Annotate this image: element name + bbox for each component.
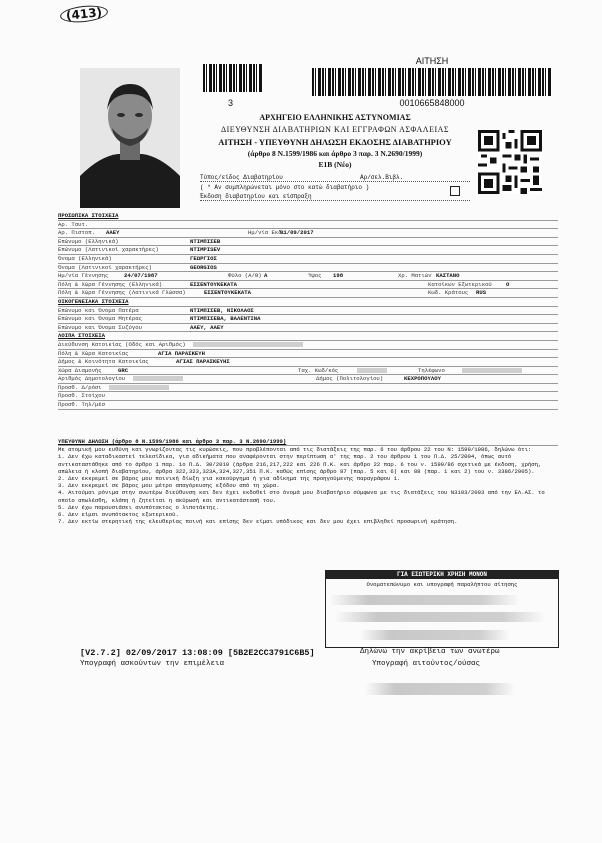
municipal-reg2-label: Δήμος (Πολιτολογίου) [316,375,384,383]
row-prof3 [58,401,558,410]
row-spouse [58,324,558,333]
birth-value: 24/07/1987 [124,272,158,280]
birthplace-gr-label: Πόλη & Χώρα Γέννησης (Ελληνικά) [58,280,163,288]
cert-value: ΑΑΕΥ [106,229,120,237]
row-prof2 [58,392,558,401]
country-code-label: Κωδ. Κράτους [428,289,469,297]
section-declaration: ΥΠΕΥΘΥΝΗ ΔΗΛΩΣΗ (άρθρο 8 Ν.1599/1986 και άρθρο 3 παρ. 3 Ν.2690/1999) [58,438,558,446]
surname-gr-label: Επώνυμο (Ελληνικά) [58,237,119,245]
eyes-label: Χρ. Ματιών [398,272,432,280]
header-line-5: Ε1Β (Νέο) [318,160,352,169]
row-municipality [58,358,558,367]
portrait-image [80,68,180,208]
address-label: Διεύθυνση Κατοικίας (Οδός και Αριθμός) [58,340,186,348]
header-line-2: ΔΙΕΥΘΥΝΣΗ ΔΙΑΒΑΤΗΡΙΩΝ ΚΑΙ ΕΓΓΡΑΦΩΝ ΑΣΦΑΛΕΙΑΣ [220,125,450,134]
type-note: ( * Αν συμπληρώνεται μόνο στο κατώ διαβατήριο ) [200,184,370,191]
redacted-signature [335,612,545,622]
date-value: 01/09/2017 [280,229,314,237]
country-code-value: RUS [476,289,487,297]
redacted-municipal-reg [133,376,183,381]
row-birthplace-gr [58,281,558,290]
mother-value: ΝΤΙΜΠΙΣΕΒΑ, ΒΑΛΕΝΤΙΝΑ [190,315,261,323]
applicant-signature-label: Υπογραφή αιτούντος/ούσας [372,660,481,668]
declaration-item: 3. Δεν εκκρεμεί σε βάρος μου μέτρο απαγόρευσης εξόδου από τη χώρα. [58,482,280,490]
redacted-postal [357,368,387,373]
form-fields [58,212,558,410]
declaration-item: 7. Δεν εκτίω στερητική της ελευθερίας ποινή και επίσης δεν είμαι υπόδικος και δεν μου έχει επιβληθεί προσωρινή κράτηση. [58,518,458,526]
municipality-label: Δήμος & Κοινότητα Κατοικίας [58,358,149,366]
section-other: ΛΟΙΠΑ ΣΤΟΙΧΕΙΑ [58,332,558,341]
barcode-main [312,68,552,96]
country-label: Χώρα Διαμονής [58,366,102,374]
date-label: Ημ/νία Εκδ. [248,229,285,237]
barcode-number: 0010665848000 [399,98,465,108]
father-value: ΝΤΙΜΠΙΣΕΒ, ΝΙΚΟΛΑΟΣ [190,306,254,314]
issue-label: Έκδοση διαβατηρίου και είσπραξη [200,193,470,201]
sex-label: Φύλο (Α/Θ) [228,272,262,280]
row-father [58,307,558,316]
redacted-signature [330,595,520,605]
pages-label: Αρ/σελ.Βιβλ. [360,174,404,181]
header-line-1: ΑΡΧΗΓΕΙΟ ΕΛΛΗΝΙΚΗΣ ΑΣΤΥΝΟΜΙΑΣ [259,113,411,122]
barcode-small-number: 3 [228,98,234,108]
cert-label: Αρ. Πιστοπ. [58,229,95,237]
name-lat-label: Όνομα (Λατινικοί χαρακτήρες) [58,263,152,271]
header-line-3: ΑΙΤΗΣΗ - ΥΠΕΥΘΥΝΗ ΔΗΛΩΣΗ ΕΚΔΟΣΗΣ ΔΙΑΒΑΤΗΡΙΟΥ [218,137,452,147]
birth-label: Ημ/νία Γέννησης [58,272,109,280]
officer-signature-label: Υπογραφή ασκούντων την επιμέλεια [80,660,225,668]
row-name-gr [58,255,558,264]
sex-value: Α [264,272,268,280]
row-cert [58,229,558,238]
eyes-value: ΚΑΣΤΑΝΟ [436,272,460,280]
spouse-value: ΑΑΕΥ, ΑΑΕΥ [190,323,224,331]
row-surname-gr [58,238,558,247]
birthplace-lat-value: ΕΣΣΕΝΤΟΥΚΕΚΑΤΑ [204,289,251,297]
version-stamp: [V2.7.2] 02/09/2017 13:08:09 [5B2E2CC3791C6B5] [80,648,315,658]
declaration-item: 6. Δεν είμαι ανυπότακτος εξωτερικού. [58,511,179,519]
city-value: ΑΓΙΑ ΠΑΡΑΣΚΕΥΗ [158,349,205,357]
type-label: Τύπος/είδος Διαβατηρίου [200,174,283,181]
internal-use-subtitle: Ονοματεπώνυμο και υπογραφή παραλήπτου αίτησης [366,581,518,588]
residence-value: Ο [506,280,510,288]
row-birth [58,272,558,281]
row-country [58,367,558,376]
municipality-value: ΑΓΙΑΣ ΠΑΡΑΣΚΕΥΗΣ [176,358,230,366]
phone-label: Τηλέφωνο [418,366,445,374]
surname-lat-label: Επώνυμο (Λατινικοί χαρακτήρες) [58,246,159,254]
qr-code [478,130,542,194]
birthplace-lat-label: Πόλη & Χώρα Γέννησης (Λατινικά Γλώσσα) [58,289,186,297]
row-surname-lat [58,246,558,255]
declaration-item: 1. Δεν έχω καταδικαστεί τελεσίδικα, για αδικήματα που αναφέρονται στην περίπτωση α' της παρ. 2 του άρθρου 1 του Π.Δ. 25/2004, όπως αυτό αντικαταστάθηκε από το άρθρο 1 παρ. 1ο Π.Δ. 30/2010 (άρθρα 216,217,222 και 226 Π.Κ. και άρθρο 22 παρ. 6 του ν. 1599/86 σχετικά με έκδοση, χρήση, απώλεια ή κλοπή διαβατηρίου, άρθρα 322,323,323Α,324,327,351 Π.Κ. καθώς επίσης άρθρο 87 (παρ. 5 και 6) και 88 (παρ. 1 και 2) του ν. 3386/2005). [58,453,542,475]
city-label: Πόλη & Χώρα Κατοικίας [58,349,129,357]
residence-label: Κατοίκων Εξωτερικού [428,280,492,288]
redacted-prof1 [109,385,169,390]
municipal-reg2-value: ΚΕΧΡΟΠΟΥΛΟΥ [404,375,441,383]
type-row [200,174,470,182]
header-line-4: (άρθρο 8 Ν.1599/1986 και άρθρο 3 παρ. 3 Ν.2690/1999) [247,149,423,158]
row-mother [58,315,558,324]
declaration-item: 5. Δεν έχω παρουσιάσει ανυπότακτος ο λιποτάκτης. [58,503,220,511]
row-birthplace-lat [58,289,558,298]
postal-label: Ταχ. Κωδ/κός [298,366,339,374]
row-city [58,350,558,359]
redacted-applicant-signature [365,683,515,695]
declaration-intro: Με ατομική μου ευθύνη και γνωρίζοντας τις κυρώσεις, που προβλέπονται από τις διατάξεις της παρ. 6 του άρθρου 22 του Ν: 1599/1986, δηλώνω ότι: [58,446,532,454]
issue-checkbox[interactable] [450,186,460,196]
row-municipal-reg [58,375,558,384]
redacted-signature [360,630,510,640]
height-value: 198 [333,272,344,280]
municipal-reg-label: Αριθμός Δημοτολογίου [58,375,126,383]
passport-type-box [200,174,470,201]
row-id [58,221,558,230]
prof3-label: Προσθ. Τηλ/μέσ [58,401,105,409]
father-label: Επώνυμο και Όνομα Πατέρα [58,306,139,314]
redacted-address [193,342,303,347]
height-label: Ύψος [308,272,322,280]
section-personal: ΠΡΟΣΩΠΙΚΑ ΣΤΟΙΧΕΙΑ [58,212,558,221]
id-label: Αρ. Ταυτ. [58,220,89,228]
birthplace-gr-value: ΕΣΣΕΝΤΟΥΚΕΚΑΤΑ [190,280,237,288]
declaration-item: 2. Δεν εκκρεμεί σε βάρος μου ποινική δίωξη για κακούργημα ή για αδίκημα της προηγούμενης παραγράφου 1. [58,475,401,483]
row-prof1 [58,384,558,393]
prof1-label: Προσθ. Δ/ρόσι [58,383,102,391]
name-lat-value: GEORGIOS [190,263,217,271]
declaration [58,438,558,525]
surname-lat-value: NTIMPISEV [190,246,221,254]
internal-use-title: ΓΙΑ ΕΣΩΤΕΡΙΚΗ ΧΡΗΣΗ ΜΟΝΟΝ [326,571,558,579]
redacted-phone [462,368,522,373]
spouse-label: Επώνυμο και Όνομα Συζύγου [58,323,142,331]
section-family: ΟΙΚΟΓΕΝΕΙΑΚΑ ΣΤΟΙΧΕΙΑ [58,298,558,307]
accuracy-declaration: Δηλώνω την ακρίβεια των ανωτέρω [360,648,500,656]
row-address [58,341,558,350]
declaration-item: 4. Αιτούμαι ρόνιμα στην ανωτέρω διεύθυνση και δεν έχει εκδοθεί στο όνομά μου διαβατήριο σύμφωνα με τις διατάξεις του Ν3103/2003 από την ΕΛ.ΑΣ. το οποίο απωλέσθη, κλάπη ή ζητείται η ακύρωσή και αντικατάστασή του. [58,489,545,504]
mother-label: Επώνυμο και Όνομα Μητέρας [58,315,142,323]
name-gr-label: Όνομα (Ελληνικά) [58,254,112,262]
barcode-small [203,64,263,92]
barcode-label: ΑΙΤΗΣΗ [415,56,449,66]
surname-gr-value: ΝΤΙΜΠΙΣΕΒ [190,237,221,245]
name-gr-value: ΓΕΩΡΓΙΟΣ [190,254,217,262]
applicant-photo [80,68,180,208]
country-value: GRC [118,366,129,374]
handwritten-note: (413) [59,4,108,25]
prof2-label: Προσθ. Στοίχου [58,392,105,400]
row-name-lat [58,264,558,273]
